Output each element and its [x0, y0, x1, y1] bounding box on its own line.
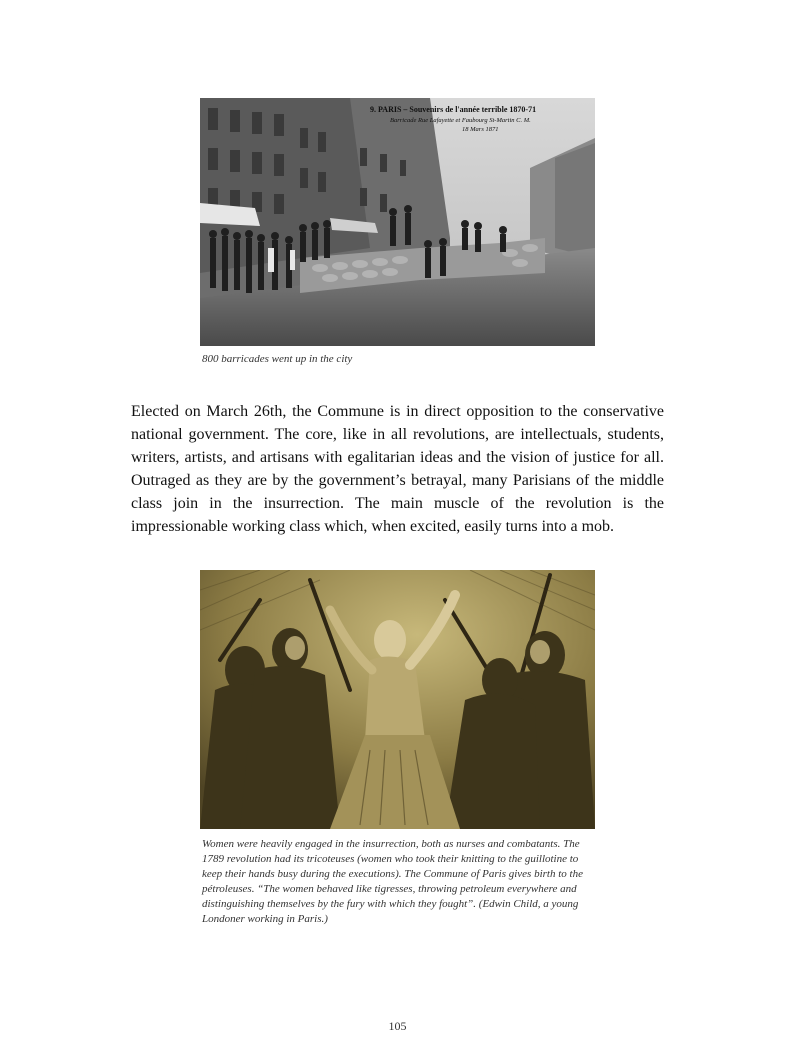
page-number: 105: [388, 1019, 407, 1033]
postcard-line-1: 9. PARIS – Souvenirs de l'année terrible 1870-71: [370, 105, 537, 114]
petroleuses-engraving-caption: Women were heavily engaged in the insurrection, both as nurses and combatants. The 1789 revolution had its tricoteuses (women who took their knitting to the guillotine to keep their hands busy during the executions). The Commune of Paris gives birth to the pétroleuses. “The women behaved like tigresses, throwing petroleum everywhere and distinguishing themselves by the fury with which they fought”. (Edwin Child, a young Londoner working in Paris.): [202, 838, 583, 925]
body-paragraph: Elected on March 26th, the Commune is in direct opposition to the conservative national government. The core, like in all revolutions, are intellectuals, students, writers, artists, and artisans with egalitarian ideas and the vision of justice for all. Outraged as they are by the government’s betrayal, many Parisians of the middle class join in the insurrection. The main muscle of the revolution is the impressionable working class which, when excited, easily turns into a mob.: [131, 403, 664, 535]
barricade-photo-image: [200, 98, 595, 346]
petroleuses-engraving: [200, 570, 595, 829]
postcard-line-2: Barricade Rue Lafayette et Faubourg St-Martin C. M.: [390, 117, 531, 124]
postcard-line-3: 18 Mars 1871: [462, 126, 499, 133]
petroleuses-engraving-image: [200, 570, 595, 829]
barricade-photo-caption: 800 barricades went up in the city: [202, 353, 353, 365]
barricade-photo: [200, 98, 595, 346]
